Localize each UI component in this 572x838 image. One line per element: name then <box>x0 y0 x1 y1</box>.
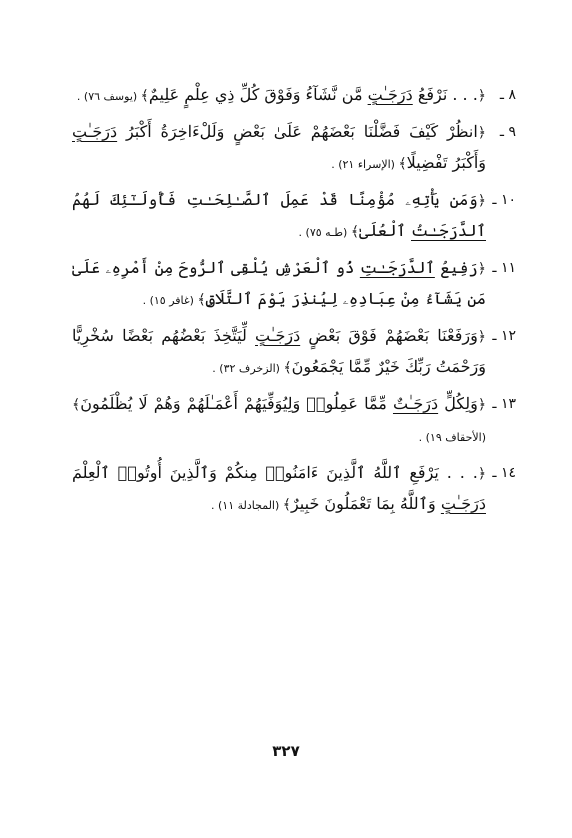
verse-text: ٱلْعُلَىٰ <box>359 221 411 240</box>
highlighted-word: دَرَجَـٰتٍ <box>367 85 413 104</box>
verse-entry-8 <box>72 80 516 112</box>
highlighted-word: دَرَجَـٰتٍ <box>255 326 301 345</box>
verse-text: وَرَفَعْنَا بَعْضَهُمْ فَوْقَ بَعْضٍ <box>300 326 478 345</box>
verse-entry-12 <box>72 321 516 384</box>
quran-bracket-close: ﴾ <box>140 88 149 104</box>
quran-bracket-open: ﴿ <box>477 261 486 277</box>
quran-bracket-open: ﴿ <box>477 397 487 413</box>
verse-text: مَّن نَّشَآءُ وَفَوْقَ كُلِّ ذِي عِلْمٍ عَلِيمٌ <box>148 85 368 104</box>
entry-number: ١٢ ـ <box>492 328 516 344</box>
entry-number: ٨ ـ <box>499 87 516 103</box>
verse-reference: (الإسراء ٢١) . <box>331 158 399 171</box>
verse-reference: (يوسف ٧٦) . <box>76 90 141 103</box>
verse-reference: (الأحقاف ١٩) . <box>418 431 486 444</box>
highlighted-word: دَرَجَـٰتٌ <box>392 394 439 413</box>
quran-bracket-open: ﴿ <box>477 125 486 141</box>
quran-bracket-close: ﴾ <box>197 292 206 308</box>
quran-bracket-open: ﴿ <box>477 329 486 345</box>
quran-bracket-open: ﴿ <box>477 466 487 482</box>
highlighted-word: ٱلدَّرَجَـٰتُ <box>411 221 486 240</box>
verse-list <box>72 80 516 526</box>
highlighted-word: دَرَجَـٰتٍ <box>72 122 118 141</box>
quran-bracket-open: ﴿ <box>477 88 486 104</box>
verse-text: وَٱللَّهُ بِمَا تَعْمَلُونَ خَبِيرٌ <box>290 494 441 513</box>
entry-number: ١٣ ـ <box>492 396 516 412</box>
verse-entry-10 <box>72 185 516 248</box>
verse-reference: (المجادلة ١١) . <box>210 499 283 512</box>
quran-bracket-close: ﴾ <box>72 397 81 413</box>
entry-number: ١١ ـ <box>492 260 516 276</box>
quran-bracket-close: ﴾ <box>398 156 407 172</box>
entry-number: ١٤ ـ <box>492 465 516 481</box>
verse-entry-11 <box>72 253 516 316</box>
highlighted-word: دَرَجَـٰتٍ <box>440 494 486 513</box>
verse-text: . . . نَرْفَعُ <box>412 85 478 104</box>
highlighted-word: ٱلدَّرَجَـٰتِ <box>359 258 435 277</box>
verse-text: . . . يَرْفَعِ ٱللَّهُ ٱلَّذِينَ ءَامَنُوا۟ مِنكُمْ وَٱلَّذِينَ أُوتُوا۟ ٱلْعِلْمَ <box>72 463 478 482</box>
verse-reference: (طـه ٧٥) . <box>298 226 351 239</box>
quran-bracket-close: ﴾ <box>282 497 291 513</box>
verse-text: انظُرْ كَيْفَ فَضَّلْنَا بَعْضَهُمْ عَلَىٰ بَعْضٍ وَلَلْءَاخِرَةُ أَكْبَرُ <box>117 122 478 141</box>
verse-text: مِّمَّا عَمِلُوا۟ وَلِيُوَفِّيَهُمْ أَعْمَـٰلَهُمْ وَهُمْ لَا يُظْلَمُونَ <box>80 394 393 413</box>
verse-text: رَفِيعُ <box>434 258 478 277</box>
verse-text: وَأَكْبَرُ تَفْضِيلًا <box>406 153 486 172</box>
verse-text: لِّيَتَّخِذَ بَعْضُهُم بَعْضًا سُخْرِيًّا وَرَحْمَتُ رَبِّكَ خَيْرٌ مِّمَّا يَجْمَعُونَ <box>72 326 486 376</box>
verse-reference: (الزخرف ٣٢) . <box>212 362 284 375</box>
verse-entry-13 <box>72 389 516 453</box>
quran-bracket-close: ﴾ <box>283 360 292 376</box>
entry-number: ٩ ـ <box>499 124 516 140</box>
verse-text: ذُو ٱلْعَرْشِ يُلْقِى ٱلرُّوحَ مِنْ أَمْرِهِۦ عَلَىٰ مَن يَشَآءُ مِنْ عِبَادِهِۦ لِيُنذِرَ يَوْمَ ٱلتَّلَاقِ <box>72 258 486 308</box>
entry-number: ١٠ ـ <box>492 192 516 208</box>
page-number: ٣٢٧ <box>272 742 300 760</box>
verse-entry-14 <box>72 458 516 521</box>
verse-entry-9 <box>72 117 516 180</box>
quran-bracket-close: ﴾ <box>350 224 360 240</box>
verse-text: وَمَن يَأْتِهِۦ مُؤْمِنًا قَدْ عَمِلَ ٱلصَّـٰلِحَـٰتِ فَأُولَـٰٓئِكَ لَهُمُ <box>72 190 478 209</box>
verse-text: وَلِكُلٍّ <box>438 394 478 413</box>
verse-reference: (غافر ١٥) . <box>142 294 198 307</box>
quran-bracket-open: ﴿ <box>477 193 486 209</box>
